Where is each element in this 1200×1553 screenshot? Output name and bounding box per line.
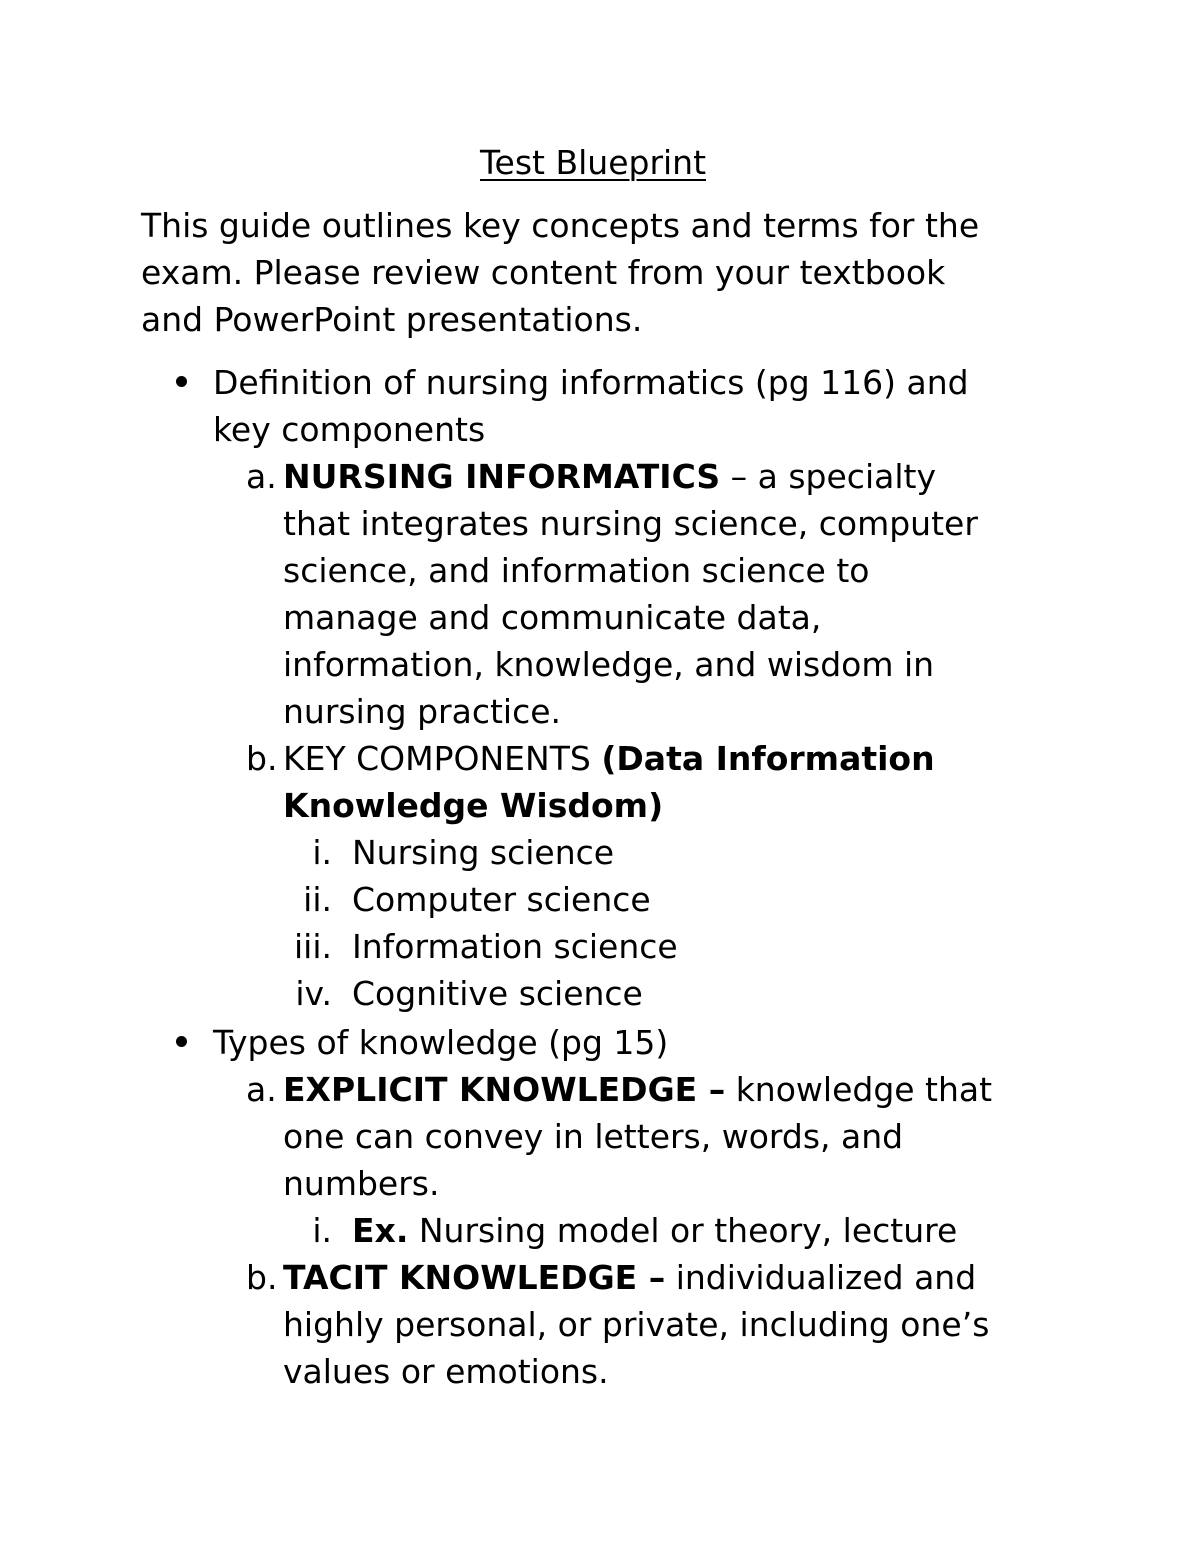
- key-components-line-2: [283, 786, 664, 825]
- nursing-informatics-definition-line-2: that integrates nursing science, computer: [283, 504, 978, 543]
- nursing-informatics-definition-line-1: [283, 457, 936, 496]
- list-marker-b: b.: [246, 1258, 278, 1297]
- component-computer-science: Computer science: [352, 880, 651, 919]
- term-nursing-informatics: NURSING INFORMATICS: [283, 457, 721, 496]
- bullet-1-line-1: Definition of nursing informatics (pg 116) and: [213, 363, 969, 402]
- key-components-label: KEY COMPONENTS: [283, 739, 602, 778]
- explicit-knowledge-line-3: numbers.: [283, 1164, 440, 1203]
- nursing-informatics-definition-line-3: science, and information science to: [283, 551, 870, 590]
- key-components-bold-2: Knowledge Wisdom): [283, 786, 664, 825]
- roman-marker-iii: iii.: [294, 927, 332, 966]
- example-label: Ex.: [352, 1211, 409, 1250]
- nursing-informatics-definition-line-4: manage and communicate data,: [283, 598, 822, 637]
- key-components-bold-1: (Data Information: [601, 739, 935, 778]
- term-tacit-knowledge: TACIT KNOWLEDGE –: [283, 1258, 666, 1297]
- intro-line-3: and PowerPoint presentations.: [141, 300, 643, 339]
- component-nursing-science: Nursing science: [352, 833, 615, 872]
- bullet-1-line-2: key components: [213, 410, 486, 449]
- list-marker-b: b.: [246, 739, 278, 778]
- explicit-knowledge-line-1: [283, 1070, 993, 1109]
- explicit-definition-start: knowledge that: [725, 1070, 993, 1109]
- intro-line-2: exam. Please review content from your textbook: [141, 253, 946, 292]
- definition-start: – a specialty: [720, 457, 936, 496]
- list-marker-a: a.: [246, 457, 277, 496]
- nursing-informatics-definition-line-6: nursing practice.: [283, 692, 562, 731]
- intro-line-1: This guide outlines key concepts and terms for the: [141, 206, 980, 245]
- key-components-line-1: [283, 739, 935, 778]
- example-text: Nursing model or theory, lecture: [408, 1211, 958, 1250]
- roman-marker-i: i.: [312, 833, 332, 872]
- component-cognitive-science: Cognitive science: [352, 974, 643, 1013]
- page-title: Test Blueprint: [480, 143, 707, 182]
- explicit-example: [352, 1211, 958, 1250]
- tacit-knowledge-line-1: [283, 1258, 977, 1297]
- bullet-2-line-1: Types of knowledge (pg 15): [213, 1023, 669, 1062]
- roman-marker-iv: iv.: [295, 974, 332, 1013]
- roman-marker-i: i.: [312, 1211, 332, 1250]
- tacit-knowledge-line-3: values or emotions.: [283, 1352, 609, 1391]
- component-information-science: Information science: [352, 927, 678, 966]
- list-marker-a: a.: [246, 1070, 277, 1109]
- tacit-knowledge-line-2: highly personal, or private, including one’s: [283, 1305, 990, 1344]
- term-explicit-knowledge: EXPLICIT KNOWLEDGE –: [283, 1070, 726, 1109]
- nursing-informatics-definition-line-5: information, knowledge, and wisdom in: [283, 645, 935, 684]
- tacit-definition-start: individualized and: [665, 1258, 977, 1297]
- explicit-knowledge-line-2: one can convey in letters, words, and: [283, 1117, 904, 1156]
- bullet-icon: [176, 1036, 187, 1047]
- bullet-icon: [176, 376, 187, 387]
- roman-marker-ii: ii.: [303, 880, 332, 919]
